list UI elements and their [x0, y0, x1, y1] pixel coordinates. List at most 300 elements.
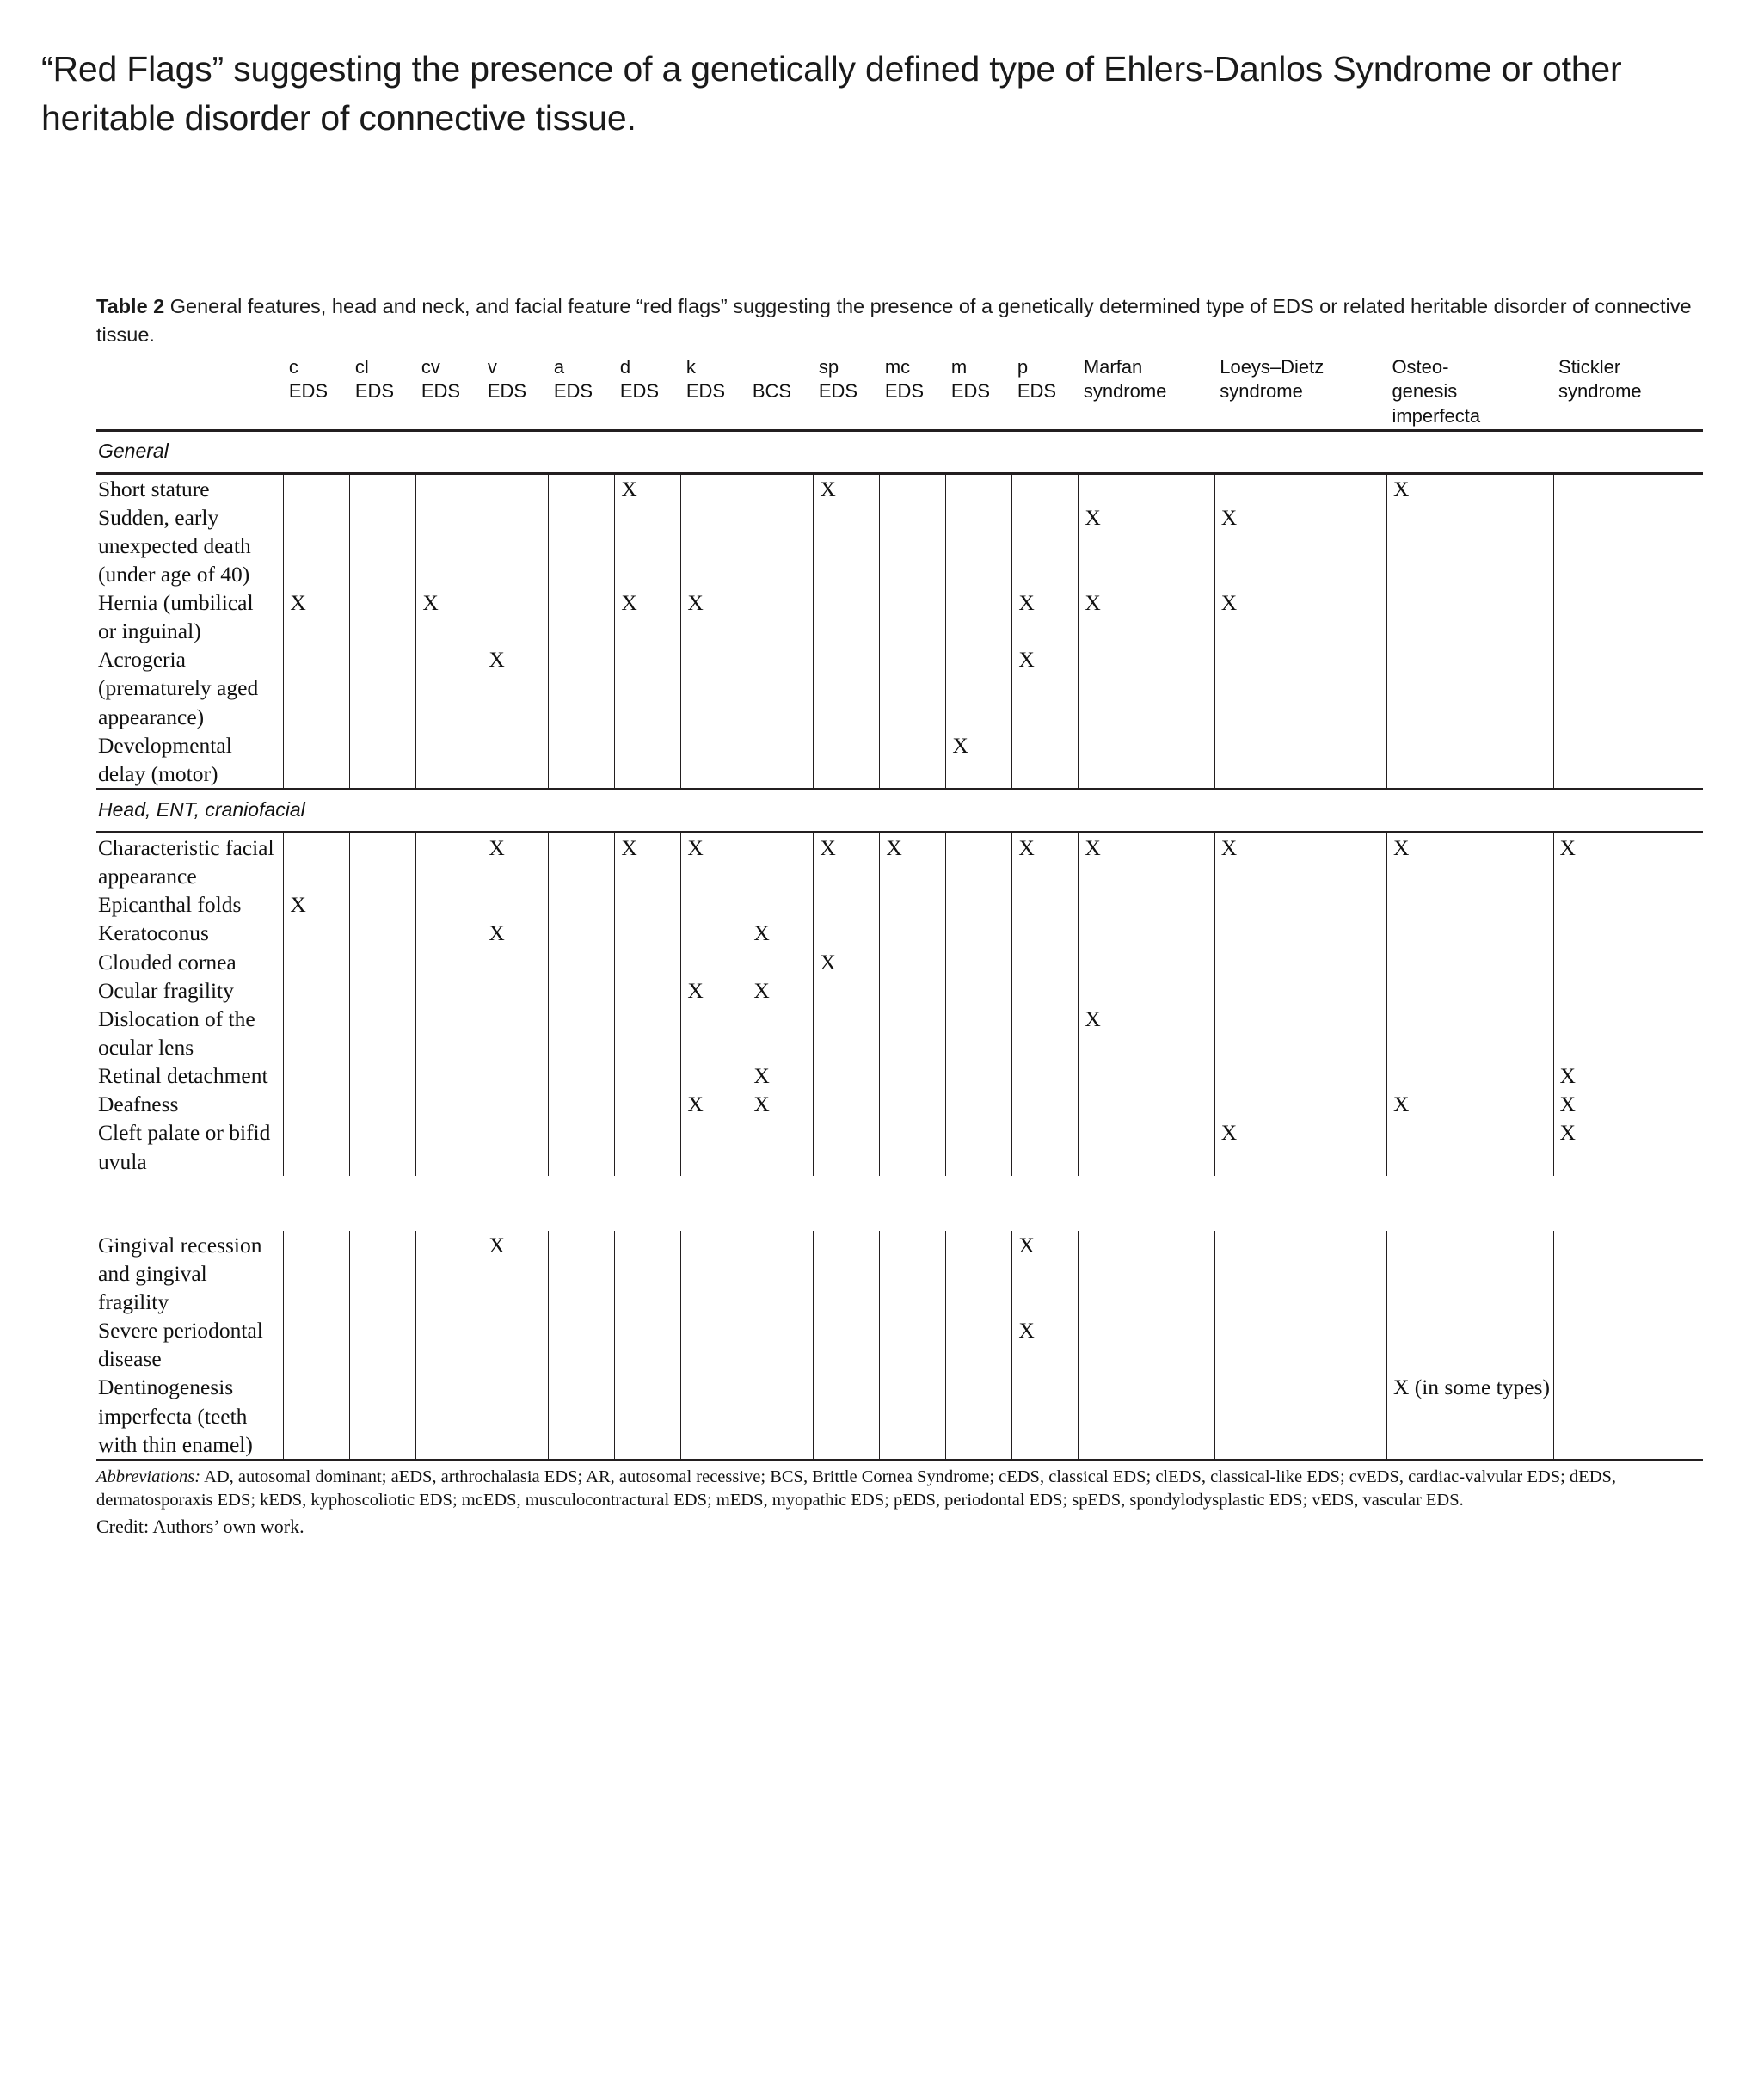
mark-cell-empty	[549, 1231, 615, 1316]
column-header-6	[615, 355, 681, 430]
column-header-7	[681, 355, 747, 430]
column-header-15	[1386, 355, 1553, 430]
mark-cell-present: X	[814, 475, 880, 503]
mark-cell-empty	[946, 588, 1012, 645]
column-header-top: cv	[421, 355, 440, 378]
mark-cell-present: X	[1012, 1316, 1079, 1373]
mark-cell-empty	[284, 976, 350, 1005]
mark-cell-empty	[1214, 475, 1386, 503]
column-header-bottom: EDS	[884, 380, 925, 403]
mark-cell-empty	[747, 948, 814, 976]
row-label: Keratoconus	[98, 920, 209, 946]
mark-cell-present: X	[482, 645, 549, 730]
table-row	[96, 1061, 1703, 1090]
mark-cell-empty	[880, 731, 946, 788]
mark-cell-empty	[350, 588, 416, 645]
column-header-4	[482, 355, 549, 430]
mark-cell-present: X	[416, 588, 482, 645]
mark-cell-empty	[814, 1231, 880, 1316]
column-header-3	[416, 355, 482, 430]
column-header-bottom: EDS	[354, 380, 395, 403]
mark-cell-empty	[549, 1005, 615, 1061]
mark-cell-empty	[1079, 1118, 1214, 1175]
mark-cell-empty	[1386, 731, 1553, 788]
mark-cell-empty	[814, 1118, 880, 1175]
column-header-blank	[96, 355, 284, 430]
mark-cell-empty	[549, 503, 615, 588]
mark-cell-empty	[814, 1316, 880, 1373]
column-header-bottom: EDS	[288, 380, 329, 403]
mark-cell-empty	[482, 731, 549, 788]
mark-cell-empty	[350, 1231, 416, 1316]
mark-cell-present: X	[681, 1090, 747, 1118]
mark-cell-empty	[681, 1373, 747, 1458]
mark-cell-empty	[482, 1061, 549, 1090]
mark-cell-empty	[747, 833, 814, 890]
mark-cell-empty	[416, 1118, 482, 1175]
mark-cell-empty	[416, 833, 482, 890]
table-row	[96, 833, 1703, 890]
mark-cell-empty	[946, 833, 1012, 890]
mark-cell-empty	[946, 948, 1012, 976]
mark-cell-empty	[350, 890, 416, 919]
column-header-8	[747, 355, 814, 430]
column-header-bottom: EDS	[1017, 380, 1057, 403]
mark-cell-empty	[284, 1061, 350, 1090]
mark-cell-present: X	[681, 588, 747, 645]
mark-cell-empty	[350, 1061, 416, 1090]
mark-cell-empty	[1012, 475, 1079, 503]
mark-cell-empty	[1012, 976, 1079, 1005]
mark-cell-empty	[615, 503, 681, 588]
mark-cell-present: X	[1079, 833, 1214, 890]
mark-cell-empty	[1214, 1316, 1386, 1373]
mark-cell-empty	[946, 1118, 1012, 1175]
mark-cell-empty	[1012, 503, 1079, 588]
mark-cell-empty	[681, 1316, 747, 1373]
mark-cell-empty	[681, 1061, 747, 1090]
mark-cell-present: X	[1214, 1118, 1386, 1175]
mark-cell-empty	[1386, 890, 1553, 919]
mark-cell-empty	[1386, 1316, 1553, 1373]
mark-cell-empty	[416, 1231, 482, 1316]
mark-cell-empty	[1386, 919, 1553, 947]
mark-cell-empty	[814, 976, 880, 1005]
mark-cell-empty	[1386, 976, 1553, 1005]
mark-cell-empty	[1079, 1231, 1214, 1316]
row-label: Retinal detachment	[98, 1063, 268, 1089]
mark-cell-empty	[747, 1373, 814, 1458]
red-flags-table	[96, 355, 1703, 1461]
column-header-top: d	[619, 355, 631, 378]
mark-cell-empty	[1553, 919, 1703, 947]
mark-cell-empty	[814, 1005, 880, 1061]
mark-cell-empty	[350, 645, 416, 730]
mark-cell-empty	[1553, 645, 1703, 730]
mark-cell-empty	[1214, 1231, 1386, 1316]
mark-cell-empty	[1012, 890, 1079, 919]
mark-cell-empty	[1386, 1061, 1553, 1090]
mark-cell-empty	[482, 948, 549, 976]
mark-cell-empty	[1386, 1005, 1553, 1061]
mark-cell-empty	[350, 948, 416, 976]
mark-cell-empty	[615, 1090, 681, 1118]
mark-cell-empty	[350, 833, 416, 890]
mark-cell-empty	[946, 503, 1012, 588]
mark-cell-empty	[814, 1061, 880, 1090]
mark-cell-empty	[1012, 948, 1079, 976]
mark-cell-empty	[284, 1090, 350, 1118]
mark-cell-empty	[549, 588, 615, 645]
mark-cell-empty	[1079, 890, 1214, 919]
row-label: Characteristic facial appearance	[98, 835, 274, 889]
mark-cell-empty	[814, 1373, 880, 1458]
mark-cell-present: X	[482, 1231, 549, 1316]
mark-cell-empty	[1386, 588, 1553, 645]
mark-cell-empty	[1386, 645, 1553, 730]
mark-cell-empty	[549, 890, 615, 919]
mark-cell-empty	[482, 1005, 549, 1061]
mark-cell-empty	[615, 1373, 681, 1458]
mark-cell-empty	[1079, 1090, 1214, 1118]
row-label: Epicanthal folds	[98, 892, 242, 918]
mark-cell-empty	[814, 588, 880, 645]
column-header-top	[753, 356, 758, 378]
column-header-top: c	[288, 355, 298, 378]
section-title-row	[96, 1176, 1703, 1231]
column-header-top: v	[487, 355, 497, 378]
mark-cell-empty	[416, 976, 482, 1005]
table-row	[96, 645, 1703, 730]
row-label: Ocular fragility	[98, 977, 234, 1003]
mark-cell-present: X	[1079, 503, 1214, 588]
mark-cell-empty	[284, 1373, 350, 1458]
column-header-mid: genesis	[1392, 380, 1458, 403]
mark-cell-empty	[615, 1316, 681, 1373]
mark-cell-empty	[1012, 1373, 1079, 1458]
table-row	[96, 475, 1703, 503]
column-header-top: m	[950, 355, 968, 378]
mark-cell-empty	[747, 588, 814, 645]
mark-cell-empty	[946, 919, 1012, 947]
column-header-16	[1553, 355, 1703, 430]
mark-cell-present: X	[1553, 833, 1703, 890]
column-header-2	[350, 355, 416, 430]
mark-cell-empty	[747, 1005, 814, 1061]
mark-cell-empty	[284, 475, 350, 503]
table-row	[96, 1316, 1703, 1373]
mark-cell-empty	[284, 1005, 350, 1061]
mark-cell-empty	[1214, 890, 1386, 919]
mark-cell-empty	[284, 645, 350, 730]
mark-cell-empty	[416, 919, 482, 947]
section-title-row	[96, 430, 1703, 473]
mark-cell-empty	[482, 890, 549, 919]
mark-cell-empty	[615, 731, 681, 788]
table-caption	[96, 292, 1703, 355]
column-header-bottom: EDS	[619, 380, 660, 403]
mark-cell-empty	[416, 948, 482, 976]
column-header-5	[549, 355, 615, 430]
mark-cell-empty	[747, 503, 814, 588]
mark-cell-empty	[350, 976, 416, 1005]
mark-cell-empty	[946, 1005, 1012, 1061]
column-header-bottom: EDS	[421, 380, 461, 403]
page-title: “Red Flags” suggesting the presence of a genetically defined type of Ehlers-Danlos Syndrome or other heritable disorder of connective tissue.	[41, 49, 1622, 138]
table-head	[96, 355, 1703, 430]
table-row	[96, 588, 1703, 645]
table-credit: Credit: Authors’ own work.	[96, 1516, 304, 1538]
mark-cell-empty	[482, 503, 549, 588]
mark-cell-empty	[814, 919, 880, 947]
mark-cell-empty	[1214, 948, 1386, 976]
mark-cell-empty	[747, 1231, 814, 1316]
column-header-top: a	[553, 355, 565, 378]
mark-cell-empty	[1214, 645, 1386, 730]
table-row	[96, 1005, 1703, 1061]
mark-cell-present: X	[1079, 1005, 1214, 1061]
mark-cell-empty	[615, 919, 681, 947]
mark-cell-empty	[880, 1231, 946, 1316]
mark-cell-empty	[1079, 645, 1214, 730]
mark-cell-present: X	[1553, 1061, 1703, 1090]
mark-cell-empty	[482, 588, 549, 645]
mark-cell-present: X	[1214, 833, 1386, 890]
mark-cell-present: X	[814, 833, 880, 890]
mark-cell-present: X	[1386, 833, 1553, 890]
table-row	[96, 948, 1703, 976]
mark-cell-empty	[549, 919, 615, 947]
mark-cell-empty	[615, 1231, 681, 1316]
mark-cell-empty	[416, 645, 482, 730]
mark-cell-present: X	[1386, 1090, 1553, 1118]
mark-cell-empty	[350, 1005, 416, 1061]
column-header-9	[814, 355, 880, 430]
mark-cell-empty	[1012, 919, 1079, 947]
mark-cell-present: X	[1386, 475, 1553, 503]
mark-cell-empty	[549, 976, 615, 1005]
mark-cell-empty	[1079, 475, 1214, 503]
mark-cell-empty	[946, 475, 1012, 503]
column-header-top: k	[685, 355, 696, 378]
mark-cell-empty	[615, 1005, 681, 1061]
table-caption-label: Table 2	[96, 295, 165, 317]
mark-cell-empty	[1079, 919, 1214, 947]
mark-cell-empty	[1553, 890, 1703, 919]
mark-cell-empty	[1553, 588, 1703, 645]
mark-cell-empty	[549, 1316, 615, 1373]
column-header-bottom: BCS	[752, 380, 792, 403]
column-header-1	[284, 355, 350, 430]
mark-cell-empty	[681, 1231, 747, 1316]
column-header-14	[1214, 355, 1386, 430]
mark-cell-empty	[681, 890, 747, 919]
table-caption-text: General features, head and neck, and facial feature “red flags” suggesting the presence of a genetically determined type of EDS or related heritable disorder of connective tissue.	[96, 295, 1692, 347]
column-header-bottom: EDS	[950, 380, 991, 403]
column-header-top: Loeys–Dietz	[1220, 355, 1325, 378]
row-label: Dentinogenesis imperfecta (teeth with thin enamel)	[98, 1375, 253, 1457]
mark-cell-empty	[1079, 1061, 1214, 1090]
mark-cell-empty	[681, 948, 747, 976]
mark-cell-empty	[946, 890, 1012, 919]
column-header-top: Marfan	[1083, 355, 1143, 378]
mark-cell-present: X	[1079, 588, 1214, 645]
mark-cell-empty	[1553, 731, 1703, 788]
mark-cell-empty	[880, 890, 946, 919]
mark-cell-empty	[747, 645, 814, 730]
row-label: Dislocation of the ocular lens	[98, 1006, 255, 1061]
mark-cell-empty	[416, 1061, 482, 1090]
mark-cell-empty	[549, 833, 615, 890]
mark-cell-empty	[880, 1118, 946, 1175]
mark-cell-empty	[549, 1061, 615, 1090]
mark-cell-empty	[747, 731, 814, 788]
section-title: General	[96, 430, 1703, 473]
mark-cell-empty	[284, 1118, 350, 1175]
mark-cell-empty	[350, 731, 416, 788]
mark-cell-empty	[814, 1090, 880, 1118]
row-label: Short stature	[98, 476, 210, 501]
mark-cell-empty	[482, 1373, 549, 1458]
mark-cell-present: X	[1012, 645, 1079, 730]
abbreviations-text: AD, autosomal dominant; aEDS, arthrochalasia EDS; AR, autosomal recessive; BCS, Brittle Cornea Syndrome; cEDS, classical EDS; clEDS, classical-like EDS; cvEDS, cardiac-valvular EDS; dEDS, dermatosporaxis EDS; kEDS, kyphoscoliotic EDS; mcEDS, musculocontractural EDS; mEDS, myopathic EDS; pEDS, periodontal EDS; spEDS, spondylodysplastic EDS; vEDS, vascular EDS.	[96, 1467, 1617, 1510]
mark-cell-empty	[416, 1005, 482, 1061]
mark-cell-present: X	[880, 833, 946, 890]
row-label: Hernia (umbilical or inguinal)	[98, 590, 254, 644]
mark-cell-empty	[284, 948, 350, 976]
column-header-top: sp	[818, 355, 839, 378]
mark-cell-present: X	[284, 588, 350, 645]
mark-cell-empty	[549, 475, 615, 503]
mark-cell-empty	[1553, 1231, 1703, 1316]
row-label: Gingival recession and gingival fragility	[98, 1232, 262, 1315]
mark-cell-empty	[880, 503, 946, 588]
mark-cell-empty	[880, 976, 946, 1005]
column-header-bottom: imperfecta	[1392, 404, 1481, 427]
mark-cell-empty	[416, 1316, 482, 1373]
mark-cell-present: X	[814, 948, 880, 976]
mark-cell-empty	[1079, 1316, 1214, 1373]
abbreviations-label: Abbreviations:	[96, 1467, 201, 1486]
mark-cell-empty	[1012, 1090, 1079, 1118]
mark-cell-present: X (in some types)	[1386, 1373, 1553, 1458]
mark-cell-empty	[416, 1090, 482, 1118]
mark-cell-empty	[1214, 1005, 1386, 1061]
column-header-bottom: EDS	[818, 380, 858, 403]
mark-cell-empty	[615, 645, 681, 730]
mark-cell-empty	[1079, 1373, 1214, 1458]
mark-cell-empty	[1012, 731, 1079, 788]
mark-cell-empty	[1214, 1061, 1386, 1090]
mark-cell-empty	[615, 948, 681, 976]
mark-cell-empty	[1214, 731, 1386, 788]
mark-cell-empty	[615, 1061, 681, 1090]
mark-cell-empty	[1214, 1090, 1386, 1118]
mark-cell-empty	[549, 1118, 615, 1175]
mark-cell-empty	[880, 645, 946, 730]
mark-cell-empty	[416, 503, 482, 588]
mark-cell-present: X	[615, 475, 681, 503]
table-row	[96, 503, 1703, 588]
mark-cell-present: X	[615, 833, 681, 890]
mark-cell-empty	[284, 503, 350, 588]
mark-cell-empty	[350, 1090, 416, 1118]
mark-cell-present: X	[1214, 503, 1386, 588]
mark-cell-empty	[549, 1090, 615, 1118]
table-row	[96, 1090, 1703, 1118]
column-header-10	[880, 355, 946, 430]
mark-cell-empty	[549, 1373, 615, 1458]
mark-cell-empty	[814, 645, 880, 730]
mark-cell-empty	[681, 919, 747, 947]
mark-cell-empty	[1386, 1118, 1553, 1175]
section-title: Head, ENT, craniofacial	[96, 790, 1703, 833]
mark-cell-empty	[1553, 948, 1703, 976]
row-label: Sudden, early unexpected death (under age of 40)	[98, 504, 251, 587]
row-label: Severe periodontal disease	[98, 1318, 263, 1372]
mark-cell-empty	[416, 731, 482, 788]
mark-cell-empty	[1079, 731, 1214, 788]
mark-cell-empty	[284, 1231, 350, 1316]
mark-cell-empty	[350, 1316, 416, 1373]
mark-cell-empty	[1079, 948, 1214, 976]
column-header-12	[1012, 355, 1079, 430]
mark-cell-empty	[946, 1090, 1012, 1118]
table-row	[96, 1118, 1703, 1175]
column-header-bottom: EDS	[553, 380, 593, 403]
mark-cell-empty	[946, 976, 1012, 1005]
mark-cell-empty	[1553, 1316, 1703, 1373]
mark-cell-empty	[1012, 1118, 1079, 1175]
mark-cell-present: X	[1012, 1231, 1079, 1316]
mark-cell-empty	[284, 1316, 350, 1373]
table-body	[96, 430, 1703, 1461]
mark-cell-empty	[416, 1373, 482, 1458]
mark-cell-empty	[681, 645, 747, 730]
mark-cell-empty	[615, 976, 681, 1005]
column-header-13	[1079, 355, 1214, 430]
mark-cell-empty	[1386, 948, 1553, 976]
mark-cell-empty	[946, 1231, 1012, 1316]
column-header-bottom: EDS	[685, 380, 726, 403]
row-label: Acrogeria (prematurely aged appearance)	[98, 647, 259, 729]
mark-cell-empty	[350, 1373, 416, 1458]
mark-cell-empty	[350, 1118, 416, 1175]
section-title-row	[96, 790, 1703, 833]
mark-cell-empty	[1553, 503, 1703, 588]
mark-cell-present: X	[482, 833, 549, 890]
mark-cell-empty	[416, 890, 482, 919]
mark-cell-empty	[681, 731, 747, 788]
mark-cell-empty	[284, 833, 350, 890]
table-abbreviations	[96, 1461, 1703, 1511]
mark-cell-present: X	[1012, 833, 1079, 890]
mark-cell-empty	[1553, 1005, 1703, 1061]
mark-cell-empty	[946, 1373, 1012, 1458]
column-header-top: Stickler	[1558, 355, 1621, 378]
mark-cell-empty	[1214, 1373, 1386, 1458]
table-figure	[96, 292, 1703, 1540]
mark-cell-empty	[1553, 976, 1703, 1005]
mark-cell-empty	[880, 1373, 946, 1458]
mark-cell-empty	[482, 1090, 549, 1118]
mark-cell-empty	[880, 588, 946, 645]
column-header-top: cl	[354, 355, 369, 378]
mark-cell-empty	[747, 890, 814, 919]
mark-cell-empty	[284, 919, 350, 947]
mark-cell-empty	[549, 645, 615, 730]
row-label: Clouded cornea	[98, 949, 237, 975]
